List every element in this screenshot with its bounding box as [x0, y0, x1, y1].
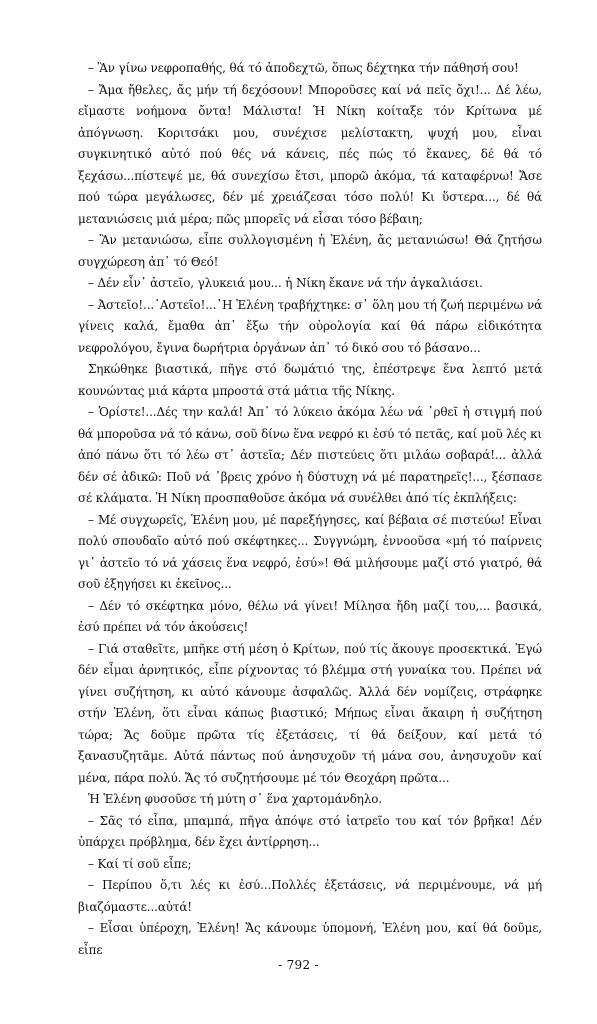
paragraph: – Καί τί σοῦ εἶπε;: [88, 856, 192, 871]
paragraph: – Γιά σταθεῖτε, μπῆκε στή μέση ὁ Κρίτων, πού τίς ἄκουγε προσεκτικά. Ἐγώ δέν εἶμαι ἀρνητικός, εἶπε ρίχνοντας τό βλέμμα στή γυναίκα του. Πρέπει νά γίνει συζήτηση, κι αὐτό κάνουμε ἀσφαλῶς. Ἀλλά δέν νομίζεις, στράφηκε στήν Ἑλένη, ὅτι εἶναι κάπως βιαστικό; Μήπως εἶναι ἄκαιρη ἡ συζήτηση τώρα; Ἄς δοῦμε πρῶτα τίς ἐξετάσεις, τί θά δείξουν, καί μετά τό ξανασυζητᾶμε. Αὐτά πάντως πού ἀνησυχοῦν τή μάνα σου, ἀνησυχοῦν καί μένα, πάρα πολύ. Ἄς τό συζητήσουμε μέ τόν Θεοχάρη πρῶτα...: [78, 641, 542, 785]
paragraph: – Ἂν μετανιώσω, εἶπε συλλογισμένη ἡ Ἑλένη, ἄς μετανιώσω! Θά ζητήσω συγχώρεση ἀπ᾽ τό Θεό!: [78, 233, 542, 269]
paragraph: – Σᾶς τό εἶπα, μπαμπά, πῆγα ἀπόψε στό ἰατρεῖο του καί τόν βρῆκα! Δέν ὑπάρχει πρόβλημα, δέν ἔχει ἀντίρρηση...: [78, 813, 542, 849]
paragraph: Ἡ Ἑλένη φυσοῦσε τή μύτη σ᾽ ἕνα χαρτομάνδηλο.: [88, 792, 383, 806]
paragraph: – Δέν εἶν᾽ ἀστεῖο, γλυκειά μου... ἡ Νίκη ἔκανε νά τήν ἀγκαλιάσει.: [88, 276, 483, 290]
page-number: - 792 -: [278, 958, 319, 972]
paragraph: – Ἀστεῖο!...᾽Αστεῖο!...᾽Η Ἑλένη τραβήχτηκε: σ᾽ ὅλη μου τή ζωή περιμένω νά γίνεις καλά, ἔμαθα ἀπ᾽ ἔξω τήν οὐρολογία καί θά πάρω εἰδικότητα νεφρολόγου, ἔγινα δωρήτρια ὀργάνων ἀπ᾽ τό δικό σου τό βάσανο...: [78, 297, 542, 355]
paragraph: – Μέ συγχωρεῖς, Ἑλένη μου, μέ παρεξήγησες, καί βέβαια σέ πιστεύω! Εἶναι πολύ σπουδαῖο αὐτό πού σκέφτηκες... Συγγνώμη, ἐννοοῦσα «μή τό παίρνεις γι᾽ ἀστεῖο τό νά χάσεις ἕνα νεφρό, ἐσύ»! Θά μιλήσουμε μαζί στό γιατρό, θά σοῦ ἐξηγήσει κι ἐκεῖνος...: [78, 512, 542, 591]
paragraph: – Ἂν γίνω νεφροπαθής, θά τό ἀποδεχτῶ, ὅπως δέχτηκα τήν πάθησή σου!: [88, 61, 519, 75]
paragraph: – Ἄμα ἤθελες, ἄς μήν τή δεχόσουν! Μποροῦσες καί νά πεῖς ὄχι!... Δέ λέω, εἴμαστε νοήμονα ὄντα! Μάλιστα! Ἡ Νίκη κοίταξε τόν Κρίτωνα μέ ἀπόγνωση. Κοριτσάκι μου, συνέχισε μελίστακτη, ψυχή μου, εἶναι συγκινητικό αὐτό πού θές νά κάνεις, πές πώς τό ἔκανες, δέ θά τό ξεχάσω...πίστεψέ με, θά συνεχίσω ἔτσι, μπορῶ ἀκόμα, τά καταφέρνω! Ἄσε πού τώρα μεγάλωσες, δέν μέ χρειάζεσαι τόσο πολύ! Κι ὕστερα..., δέ θά μετανιώσεις μιά μέρα; πῶς μπορεῖς νά εἶσαι τόσο βέβαιη;: [78, 82, 542, 226]
body-text: [78, 58, 542, 961]
paragraph: – Δέν τό σκέφτηκα μόνο, θέλω νά γίνει! Μίλησα ἤδη μαζί του,... βασικά, ἐσύ πρέπει νά τόν ἀκούσεις!: [78, 598, 542, 634]
paragraph: – Εἶσαι ὑπέροχη, Ἑλένη! Ἄς κάνουμε ὑπομονή, Ἑλένη μου, καί θά δοῦμε, εἶπε: [78, 921, 542, 957]
paragraph: – Περίπου ὅ,τι λές κι ἐσύ...Πολλές ἐξετάσεις, νά περιμένουμε, νά μή βιαζόμαστε...αὐτά!: [78, 878, 542, 914]
paragraph: – Ὁρίστε!...Δές την καλά! Ἀπ᾽ τό λύκειο ἀκόμα λέω νά ᾽ρθεῖ ἡ στιγμή πού θά μποροῦσα νά τό κάνω, σοῦ δίνω ἕνα νεφρό κι ἐσύ τό πετᾶς, καί μοῦ λές κι ἀπό πάνω ὅτι τό λέω στ᾽ ἀστεῖα; Δέν πιστεύεις ὅτι μιλάω σοβαρά!... ἀλλά δέν σέ ἀδικῶ: Ποῦ νά ᾽βρεις χρόνο ἡ δύστυχη νά μέ παρατηρεῖς!..., ξέσπασε σέ κλάματα. Ἡ Νίκη προσπαθοῦσε ἀκόμα νά συνέλθει ἀπό τίς ἐκπλήξεις:: [78, 405, 542, 505]
paragraph: Σηκώθηκε βιαστικά, πῆγε στό δωμάτιό της, ἐπέστρεψε ἕνα λεπτό μετά κουνώντας μιά κάρτα μπροστά στά μάτια τῆς Νίκης.: [78, 362, 542, 398]
